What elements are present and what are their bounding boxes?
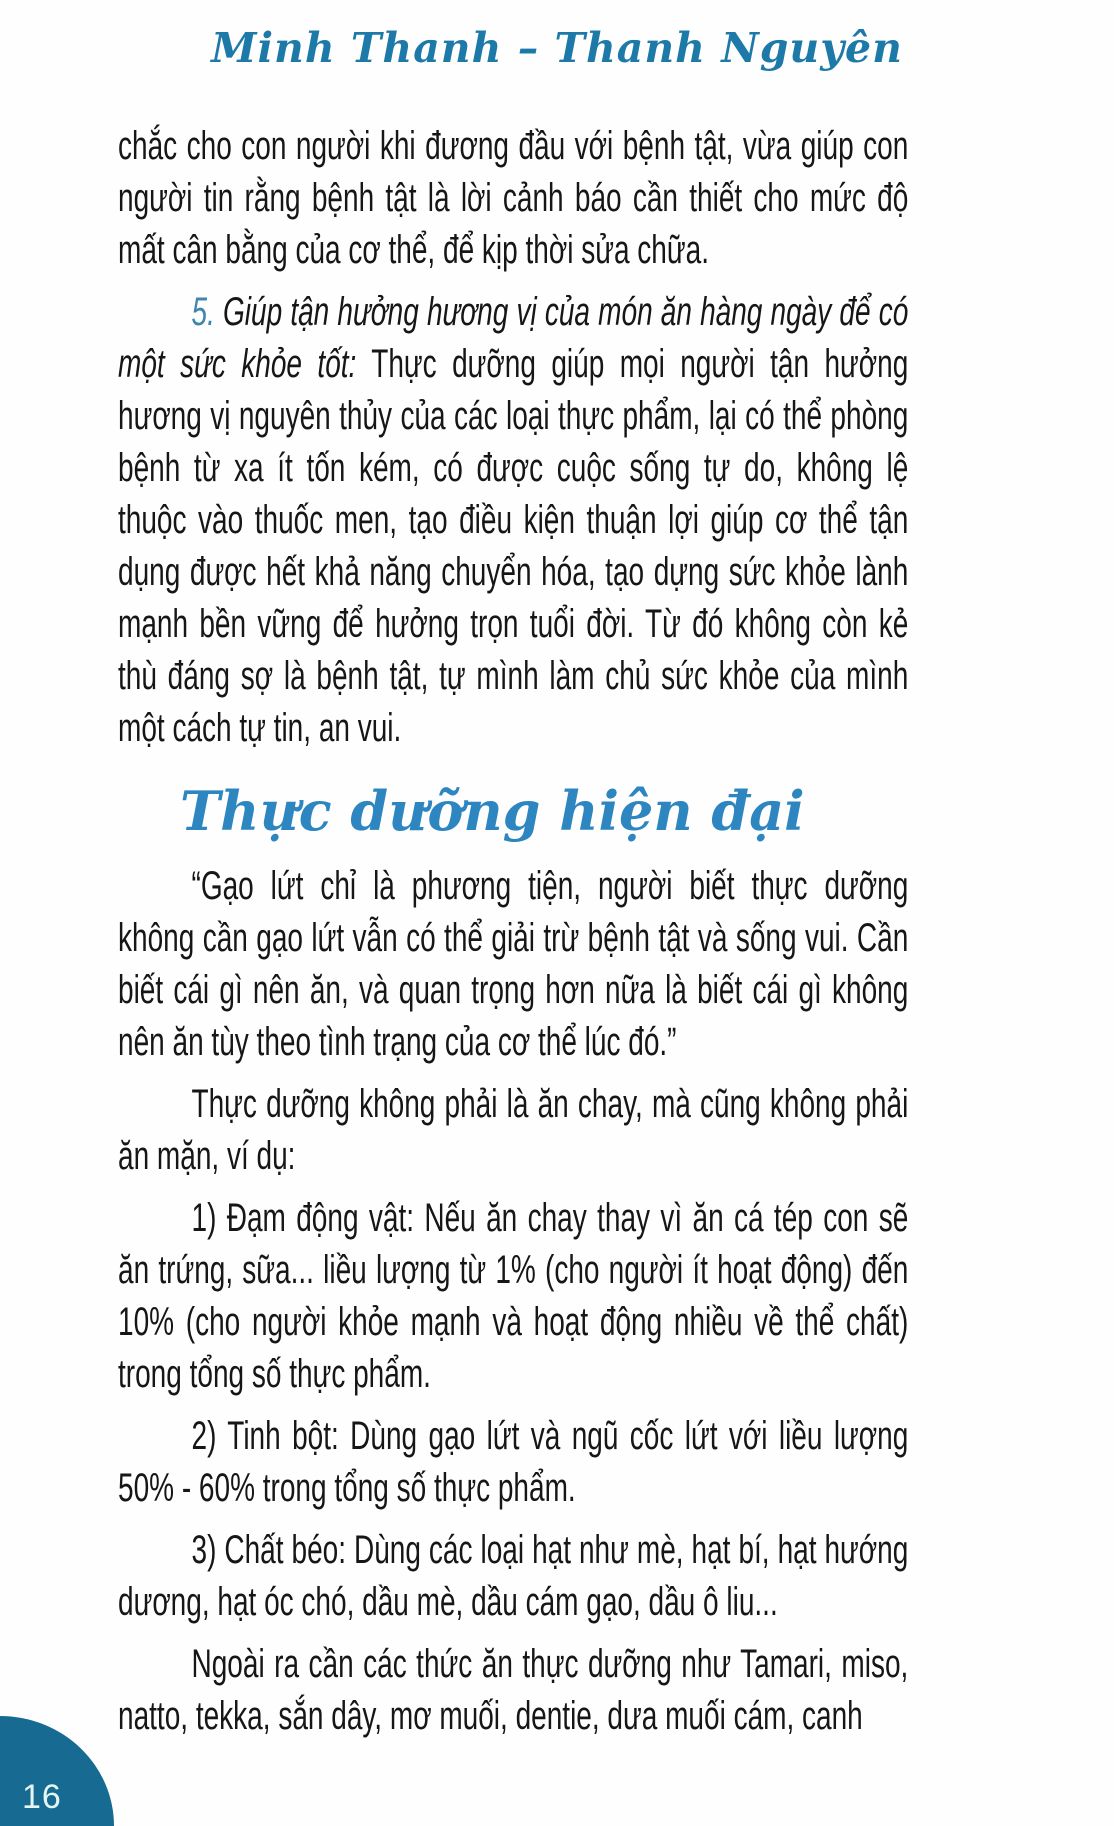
text-column xyxy=(118,120,908,1752)
paragraph-quote: “Gạo lứt chỉ là phương tiện, người biết thực dưỡng không cần gạo lứt vẫn có thể giải trừ bệnh tật và sống vui. Cần biết cái gì nên ăn, và quan trọng hơn nữa là biết cái gì không nên ăn tùy theo tình trạng của cơ thể lúc đó.” xyxy=(118,864,909,1064)
paragraph-continuation: chắc cho con người khi đương đầu với bệnh tật, vừa giúp con người tin rằng bệnh tật là lời cảnh báo cần thiết cho mức độ mất cân bằng của cơ thể, để kịp thời sửa chữa. xyxy=(118,124,909,272)
item5-number: 5. xyxy=(191,290,215,334)
paragraph-item5 xyxy=(118,286,908,754)
list-item-starch: 2) Tinh bột: Dùng gạo lứt và ngũ cốc lứt với liều lượng 50% - 60% trong tổng số thực phẩm. xyxy=(118,1414,909,1510)
item5-lead: Giúp tận hưởng hương vị của món ăn hàng ngày để có một sức khỏe tốt: xyxy=(118,290,909,386)
paragraph-intro: Thực dưỡng không phải là ăn chay, mà cũng không phải ăn mặn, ví dụ: xyxy=(118,1082,909,1178)
section-heading: Thực dưỡng hiện đại xyxy=(180,779,805,843)
page-number: 16 xyxy=(22,1778,62,1816)
page-number-badge xyxy=(0,1716,114,1826)
body-block-top xyxy=(118,120,908,754)
paragraph-closing: Ngoài ra cần các thức ăn thực dưỡng như Tamari, miso, natto, tekka, sắn dây, mơ muối, dentie, dưa muối cám, canh xyxy=(118,1642,909,1738)
running-header: Minh Thanh – Thanh Nguyên xyxy=(211,24,903,72)
list-item-fat: 3) Chất béo: Dùng các loại hạt như mè, hạt bí, hạt hướng dương, hạt óc chó, dầu mè, dầu cám gạo, dầu ô liu... xyxy=(118,1528,909,1624)
body-block-bottom xyxy=(118,860,908,1742)
item5-body: Thực dưỡng giúp mọi người tận hưởng hương vị nguyên thủy của các loại thực phẩm, lại có thể phòng bệnh từ xa ít tốn kém, có được cuộc sống tự do, không lệ thuộc vào thuốc men, tạo điều kiện thuận lợi giúp cơ thể tận dụng được hết khả năng chuyển hóa, tạo dựng sức khỏe lành mạnh bền vững để hưởng trọn tuổi đời. Từ đó không còn kẻ thù đáng sợ là bệnh tật, tự mình làm chủ sức khỏe của mình một cách tự tin, an vui. xyxy=(118,342,909,750)
list-item-protein: 1) Đạm động vật: Nếu ăn chay thay vì ăn cá tép con sẽ ăn trứng, sữa... liều lượng từ 1% (cho người ít hoạt động) đến 10% (cho người khỏe mạnh và hoạt động nhiều về thể chất) trong tổng số thực phẩm. xyxy=(118,1196,909,1396)
